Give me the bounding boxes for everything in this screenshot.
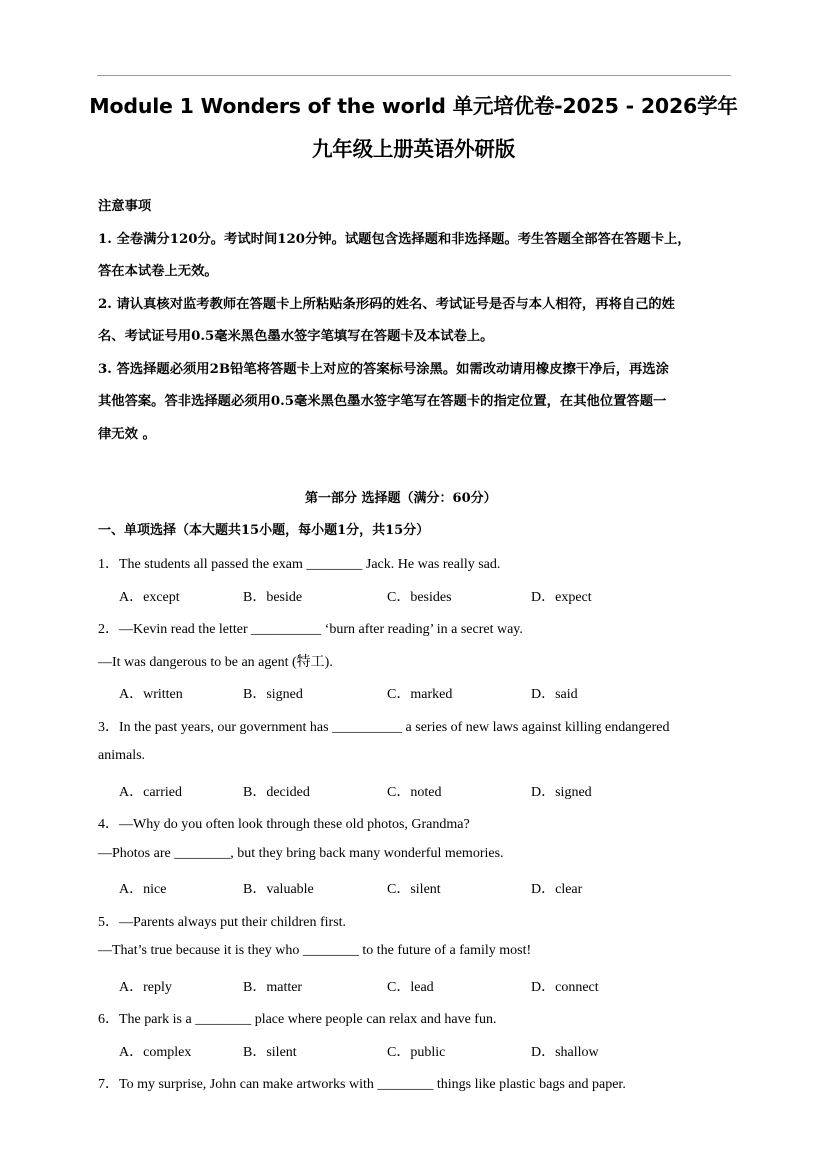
question-2-stem: 2．—Kevin read the letter __________ ‘burn after reading’ in a secret way. (98, 622, 523, 637)
option-c: C．public (387, 1045, 446, 1060)
option-b: B．silent (243, 1045, 297, 1060)
option-d: D．shallow (531, 1045, 599, 1060)
question-5-options (119, 976, 739, 996)
question-6-options (119, 1041, 739, 1061)
notice-line: 1. 全卷满分120分。考试时间120分钟。试题包含选择题和非选择题。考生答题全部答在答题卡上， (98, 232, 691, 247)
notice-line: 名、考试证号用0.5毫米黑色墨水签字笔填写在答题卡及本试卷上。 (98, 329, 494, 344)
question-3-stem: 3．In the past years, our government has __________ a series of new laws against killing endangered (98, 720, 670, 735)
option-c: C．silent (387, 882, 441, 897)
option-c: C．besides (387, 590, 452, 605)
question-1-stem: 1．The students all passed the exam ________ Jack. He was really sad. (98, 557, 501, 572)
notice-line: 3. 答选择题必须用2B铅笔将答题卡上对应的答案标号涂黑。如需改动请用橡皮擦干净后，再选涂 (98, 362, 669, 377)
option-b: B．beside (243, 590, 303, 605)
question-1-options (119, 586, 739, 606)
option-b: B．valuable (243, 882, 314, 897)
question-2-options (119, 683, 739, 703)
option-a: A．nice (119, 882, 167, 897)
notice-line: 律无效 。 (98, 427, 156, 442)
notice-line: 2. 请认真核对监考教师在答题卡上所粘贴条形码的姓名、考试证号是否与本人相符，再将自己的姓 (98, 297, 675, 312)
option-a: A．complex (119, 1045, 192, 1060)
option-a: A．reply (119, 980, 172, 995)
option-d: D．clear (531, 882, 583, 897)
notice-line: 其他答案。答非选择题必须用0.5毫米黑色墨水签字笔写在答题卡的指定位置，在其他位置答题一 (98, 394, 667, 409)
question-4-stem-line2: —Photos are ________, but they bring back many wonderful memories. (98, 846, 504, 861)
option-a: A．carried (119, 785, 182, 800)
question-3-stem-line2: animals. (98, 748, 146, 763)
section-title: 一、单项选择（本大题共15小题，每小题1分，共15分） (98, 523, 430, 538)
question-4-stem: 4．—Why do you often look through these old photos, Grandma? (98, 817, 470, 832)
header-rule (97, 75, 731, 76)
question-7-stem: 7．To my surprise, John can make artworks with ________ things like plastic bags and paper. (98, 1077, 626, 1092)
question-4-options (119, 878, 739, 898)
notice-heading: 注意事项 (98, 199, 152, 214)
option-c: C．lead (387, 980, 434, 995)
option-d: D．signed (531, 785, 592, 800)
page-title: Module 1 Wonders of the world 单元培优卷-2025 - 2026学年 (89, 94, 738, 118)
option-b: B．decided (243, 785, 310, 800)
option-b: B．matter (243, 980, 303, 995)
option-d: D．expect (531, 590, 592, 605)
part-title: 第一部分 选择题（满分：60分） (305, 491, 497, 506)
option-b: B．signed (243, 687, 303, 702)
option-d: D．connect (531, 980, 599, 995)
option-c: C．noted (387, 785, 442, 800)
option-a: A．except (119, 590, 180, 605)
option-d: D．said (531, 687, 578, 702)
option-a: A．written (119, 687, 183, 702)
question-2-stem-line2: —It was dangerous to be an agent (特工). (98, 655, 333, 670)
question-3-options (119, 781, 739, 801)
option-c: C．marked (387, 687, 453, 702)
question-6-stem: 6．The park is a ________ place where people can relax and have fun. (98, 1012, 497, 1027)
page-subtitle: 九年级上册英语外研版 (312, 137, 515, 161)
notice-line: 答在本试卷上无效。 (98, 264, 218, 279)
question-5-stem: 5．—Parents always put their children first. (98, 915, 347, 930)
question-5-stem-line2: —That’s true because it is they who ________ to the future of a family most! (98, 943, 532, 958)
